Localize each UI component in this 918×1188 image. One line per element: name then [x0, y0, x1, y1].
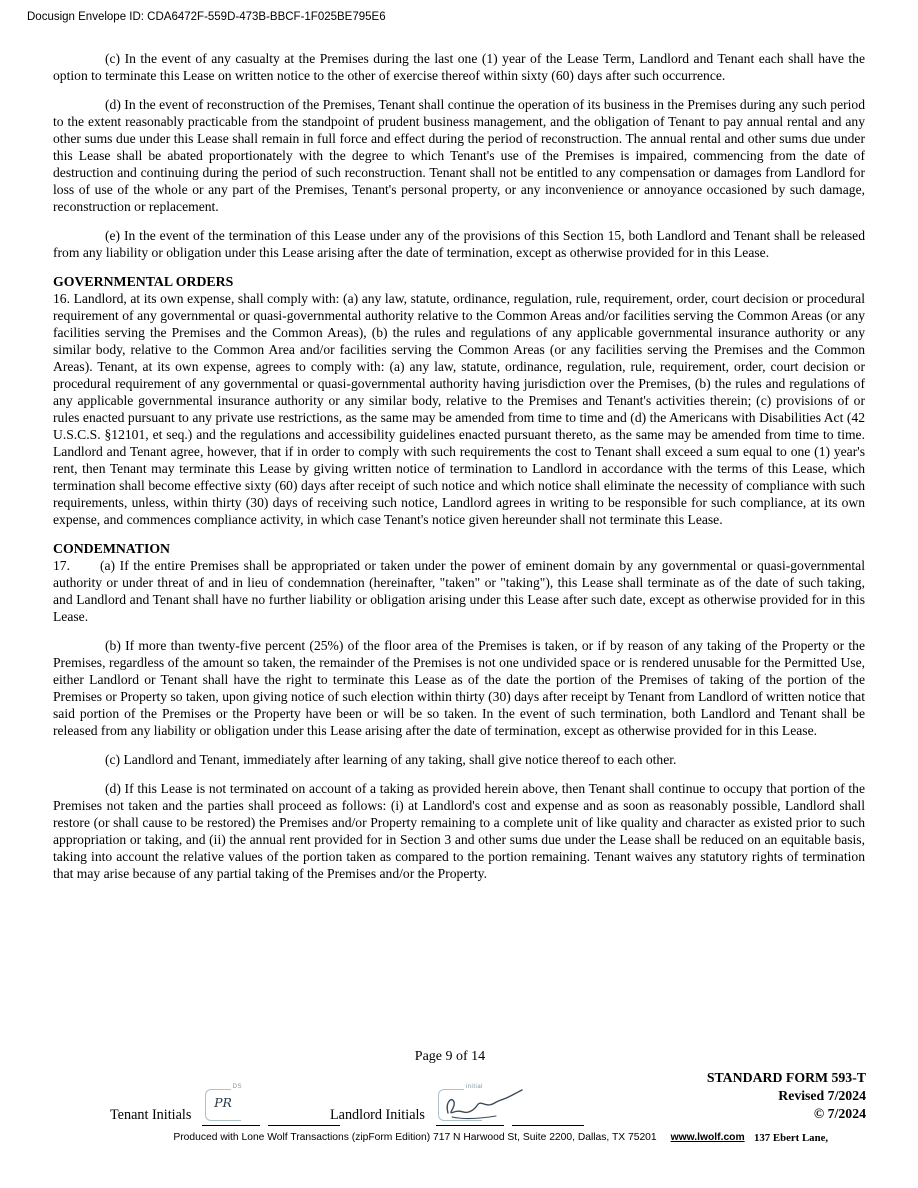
landlord-initials-line-1: [436, 1125, 504, 1126]
landlord-initial-stamp[interactable]: [438, 1084, 483, 1121]
form-name: STANDARD FORM 593-T: [706, 1070, 866, 1085]
tenant-initials-label: Tenant Initials: [110, 1107, 192, 1123]
paragraph-17a-number: 17.: [53, 558, 70, 573]
page-number: Page 9 of 14: [414, 1049, 486, 1064]
section-heading-condemnation: CONDEMNATION: [53, 541, 171, 556]
tenant-initial-stamp[interactable]: [205, 1084, 242, 1121]
tenant-initials-line-2: [268, 1125, 340, 1126]
paragraph-15e: (e) In the event of the termination of this Lease under any of the provisions of this Section 15, both Landlord and Tenant shall be released from any liability or obligation under this Lease arising after the date of termination, except as otherwise provided for in this Lease.: [53, 228, 865, 260]
form-reference-block: [707, 1069, 866, 1123]
paragraph-17a-text: (a) If the entire Premises shall be appropriated or taken under the power of eminent domain by any governmental or quasi-governmental authority or under threat of and in lieu of condemnation (hereinafter, "taken" or "taking"), this Lease shall terminate as of the date of such taking, and Landlord and Tenant shall have no further liability or obligation arising under this Lease after such date, except as otherwise provided for in this Lease.: [53, 558, 865, 624]
paragraph-15c: (c) In the event of any casualty at the Premises during the last one (1) year of the Lease Term, Landlord and Tenant each shall have the option to terminate this Lease on written notice to the other of exercise thereof within sixty (60) days after such occurrence.: [53, 51, 865, 83]
tenant-initials-value: PR: [214, 1095, 232, 1110]
tenant-initials-line-1: [202, 1125, 260, 1126]
paragraph-17c: (c) Landlord and Tenant, immediately after learning of any taking, shall give notice thereof to each other.: [105, 752, 677, 767]
produced-by-text: Produced with Lone Wolf Transactions (zipForm Edition) 717 N Harwood St, Suite 2200, Dallas, TX 75201: [173, 1132, 657, 1143]
section-heading-governmental-orders: GOVERNMENTAL ORDERS: [53, 274, 234, 289]
form-copyright: © 7/2024: [813, 1106, 866, 1121]
landlord-initials-signature-icon: [438, 1087, 528, 1123]
property-reference: 137 Ebert Lane,: [754, 1132, 829, 1144]
landlord-initials-line-2: [512, 1125, 584, 1126]
paragraph-17a: [53, 557, 865, 625]
paragraph-16: 16. Landlord, at its own expense, shall comply with: (a) any law, statute, ordinance, regulation, rule, requirement, order, court decision or procedural requirement of any governmental or quasi-governmental authority relative to the Common Areas and/or facilities serving the Common Areas (or any facilities serving the Premises and the Common Areas), (b) the rules and regulations of any applicable governmental insurance authority or any similar body, relative to the Common Area and/or facilities serving the Common Areas (or any facilities serving the Premises and the Common Areas). Tenant, at its own expense, agrees to comply with: (a) any law, statute, ordinance, regulation, rule, requirement, order, court decision or procedural requirement of any governmental or quasi-governmental authority having jurisdiction over the Premises, (b) the rules and regulations of any applicable governmental insurance authority or any similar body, relative to the Premises and Tenant's activities therein; (c) provisions of or rules enacted pursuant to any private use restrictions, as the same may be amended from time to time and (d) the Americans with Disabilities Act (42 U.S.C.S. §12101, et seq.) and the regulations and accessibility guidelines enacted pursuant thereto, as the same may be amended from time to time. Landlord and Tenant agree, however, that if in order to comply with such requirements the cost to Tenant shall exceed a sum equal to one (1) year's rent, then Tenant may terminate this Lease by giving written notice of termination to Landlord in accordance with the terms of this Lease, which termination shall become effective sixty (60) days after receipt of such notice and which notice shall eliminate the necessity of compliance with such requirements, unless, within thirty (30) days of receiving such notice, Landlord agrees in writing to be responsible for such compliance, at its own expense, and commences compliance activity, in which case Tenant's notice given hereunder shall not terminate this Lease.: [53, 291, 865, 527]
paragraph-17d: (d) If this Lease is not terminated on account of a taking as provided herein above, then Tenant shall continue to occupy that portion of the Premises not taken and the parties shall proceed as follows: (i) at Landlord's cost and expense and as soon as reasonably possible, Landlord shall restore (or shall cause to be restored) the Premises and/or Property remaining to a complete unit of like quality and character as existed prior to such appropriation or taking, and (ii) the annual rent provided for in Section 3 and other sums due under the Lease shall be reduced on an equitable basis, taking into account the relative values of the portion taken as compared to the portion remaining. Tenant waives any statutory rights of termination that may arise because of any partial taking of the Premises and/or the Property.: [53, 781, 865, 881]
paragraph-17b: (b) If more than twenty-five percent (25%) of the floor area of the Premises is taken, or if by reason of any taking of the Property or the Premises, regardless of the amount so taken, the remainder of the Premises is not one undivided space or is rendered unusable for the Permitted Use, either Landlord or Tenant shall have the right to terminate this Lease as of the date the portion of the Premises of taking of the portion of the Premises or Property so taken, upon giving notice of such election within thirty (30) days after receipt by Tenant from Landlord of written notice that said portion of the Premises or the Property have been or will be so taken. In the event of such termination, both Landlord and Tenant shall be released from any liability or obligation under this Lease arising after the date of termination, except as otherwise provided for in this Lease.: [53, 638, 865, 738]
paragraph-15d: (d) In the event of reconstruction of the Premises, Tenant shall continue the operation of its business in the Premises during any such period to the extent reasonably practicable from the standpoint of prudent business management, and the obligation of Tenant to pay annual rental and any other sums due under this Lease shall remain in full force and effect during the period of reconstruction. The annual rental and other sums due under this Lease shall be abated proportionately with the degree to which Tenant's use of the Premises is impaired, commencing from the date of destruction and continuing during the period of such reconstruction. Tenant shall not be entitled to any compensation or damages from Landlord for loss of use of the whole or any part of the Premises, Tenant's personal property, or any inconvenience or annoyance occasioned by such damage, reconstruction or replacement.: [53, 97, 865, 214]
lwolf-website-link[interactable]: www.lwolf.com: [670, 1132, 745, 1143]
docusign-envelope-id: Docusign Envelope ID: CDA6472F-559D-473B-BBCF-1F025BE795E6: [27, 11, 386, 23]
document-body: [53, 50, 865, 894]
form-revised-date: Revised 7/2024: [778, 1088, 866, 1103]
docusign-initial-label: initial: [465, 1084, 483, 1090]
docusign-ds-logo: DS: [232, 1084, 242, 1090]
landlord-initials-label: Landlord Initials: [330, 1107, 425, 1123]
